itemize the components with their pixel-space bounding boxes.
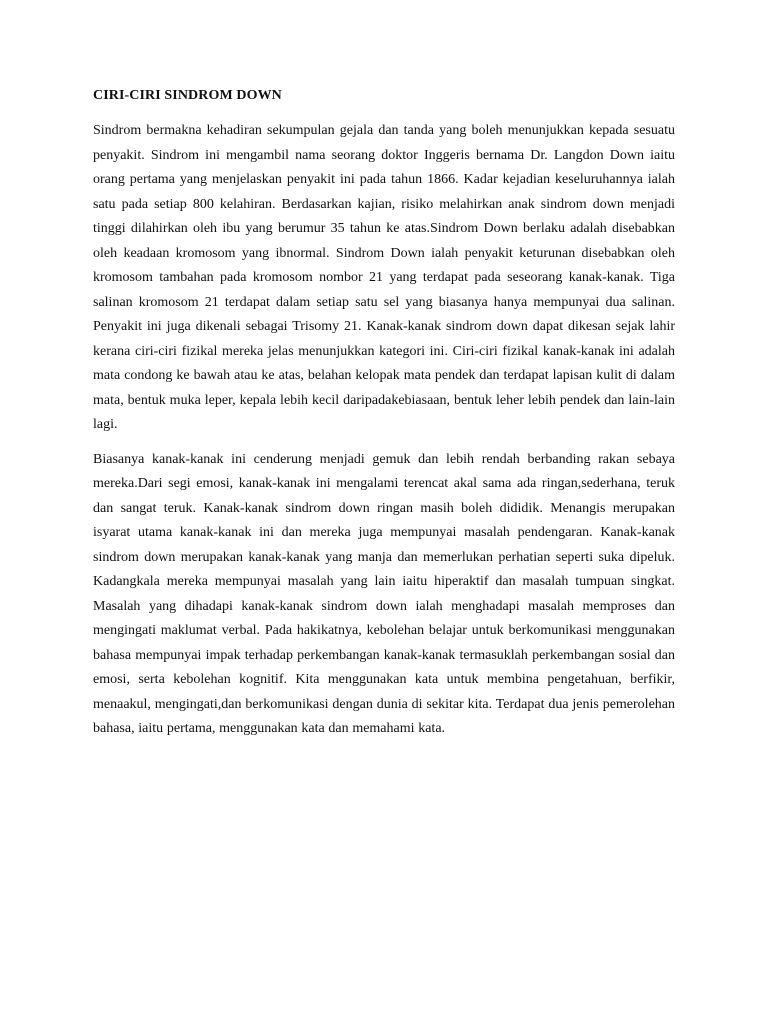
paragraph-2: Biasanya kanak-kanak ini cenderung menjadi gemuk dan lebih rendah berbanding rakan sebaya mereka.Dari segi emosi, kanak-kanak ini mengalami terencat akal sama ada ringan,sederhana, teruk dan sangat teruk. Kanak-kanak sindrom down ringan masih boleh dididik. Menangis merupakan isyarat utama kanak-kanak ini dan mereka juga mempunyai masalah pendengaran. Kanak-kanak sindrom down merupakan kanak-kanak yang manja dan memerlukan perhatian seperti suka dipeluk. Kadangkala mereka mempunyai masalah yang lain iaitu hiperaktif dan masalah tumpuan singkat. Masalah yang dihadapi kanak-kanak sindrom down ialah menghadapi masalah memproses dan mengingati maklumat verbal. Pada hakikatnya, kebolehan belajar untuk berkomunikasi menggunakan bahasa mempunyai impak terhadap perkembangan kanak-kanak termasuklah perkembangan sosial dan emosi, serta kebolehan kognitif. Kita menggunakan kata untuk membina pengetahuan, berfikir, menaakul, mengingati,dan berkomunikasi dengan dunia di sekitar kita. Terdapat dua jenis pemerolehan bahasa, iaitu pertama, menggunakan kata dan memahami kata.	[93, 451, 675, 736]
document-body	[93, 85, 675, 752]
paragraph-1: Sindrom bermakna kehadiran sekumpulan gejala dan tanda yang boleh menunjukkan kepada sesuatu penyakit. Sindrom ini mengambil nama seorang doktor Inggeris bernama Dr. Langdon Down iaitu orang pertama yang menjelaskan penyakit ini pada tahun 1866. Kadar kejadian keseluruhannya ialah satu pada setiap 800 kelahiran. Berdasarkan kajian, risiko melahirkan anak sindrom down menjadi tinggi dilahirkan oleh ibu yang berumur 35 tahun ke atas.Sindrom Down berlaku adalah disebabkan oleh keadaan kromosom yang ibnormal. Sindrom Down ialah penyakit keturunan disebabkan oleh kromosom tambahan pada kromosom nombor 21 yang terdapat pada seseorang kanak-kanak. Tiga salinan kromosom 21 terdapat dalam setiap satu sel yang biasanya hanya mempunyai dua salinan. Penyakit ini juga dikenali sebagai Trisomy 21. Kanak-kanak sindrom down dapat dikesan sejak lahir kerana ciri-ciri fizikal mereka jelas menunjukkan kategori ini. Ciri-ciri fizikal kanak-kanak ini adalah mata condong ke bawah atau ke atas, belahan kelopak mata pendek dan terdapat lapisan kulit di dalam mata, bentuk muka leper, kepala lebih kecil daripadakebiasaan, bentuk leher lebih pendek dan lain-lain lagi.	[93, 123, 675, 432]
document-title: CIRI-CIRI SINDROM DOWN	[93, 88, 282, 103]
